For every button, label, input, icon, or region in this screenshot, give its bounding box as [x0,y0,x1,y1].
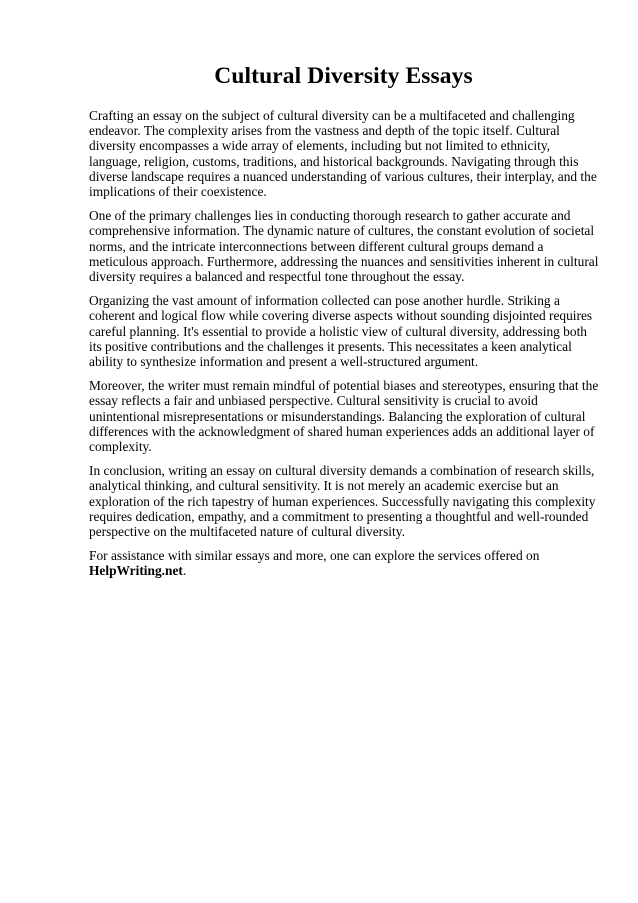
closing-text: For assistance with similar essays and more, one can explore the services offered on [89,548,540,564]
paragraph-3: Organizing the vast amount of information collected can pose another hurdle. Striking a coherent and logical flow while covering diverse aspects without sounding disjointed requires careful planning. It's essential to provide a holistic view of cultural diversity, addressing both its positive contributions and the challenges it presents. This necessitates a keen analytical ability to synthesize information and present a well-structured argument. [89,293,593,370]
closing-period: . [182,563,187,579]
paragraph-5: In conclusion, writing an essay on cultural diversity demands a combination of research skills, analytical thinking, and cultural sensitivity. It is not merely an academic exercise but an exploration of the rich tapestry of human experiences. Successfully navigating this complexity requires dedication, empathy, and a commitment to presenting a thoughtful and well-rounded perspective on the multifaceted nature of cultural diversity. [89,463,596,540]
paragraph-1: Crafting an essay on the subject of cultural diversity can be a multifaceted and challenging endeavor. The complexity arises from the vastness and depth of the topic itself. Cultural diversity encompasses a wide array of elements, including but not limited to ethnicity, language, religion, customs, traditions, and historical backgrounds. Navigating through this diverse landscape requires a nuanced understanding of various cultures, their interplay, and the implications of their coexistence. [89,108,597,200]
document-title: Cultural Diversity Essays [214,63,473,89]
paragraph-4: Moreover, the writer must remain mindful of potential biases and stereotypes, ensuring that the essay reflects a fair and unbiased perspective. Cultural sensitivity is crucial to avoid unintentional misrepresentations or misunderstandings. Balancing the exploration of cultural differences with the acknowledgment of shared human experiences adds an additional layer of complexity. [89,378,599,455]
brand-name: HelpWriting.net [89,563,183,579]
closing-paragraph [89,548,601,578]
paragraph-2: One of the primary challenges lies in conducting thorough research to gather accurate and comprehensive information. The dynamic nature of cultures, the constant evolution of societal norms, and the intricate interconnections between different cultural groups demand a meticulous approach. Furthermore, addressing the nuances and sensitivities inherent in cultural diversity requires a balanced and respectful tone throughout the essay. [89,208,599,285]
